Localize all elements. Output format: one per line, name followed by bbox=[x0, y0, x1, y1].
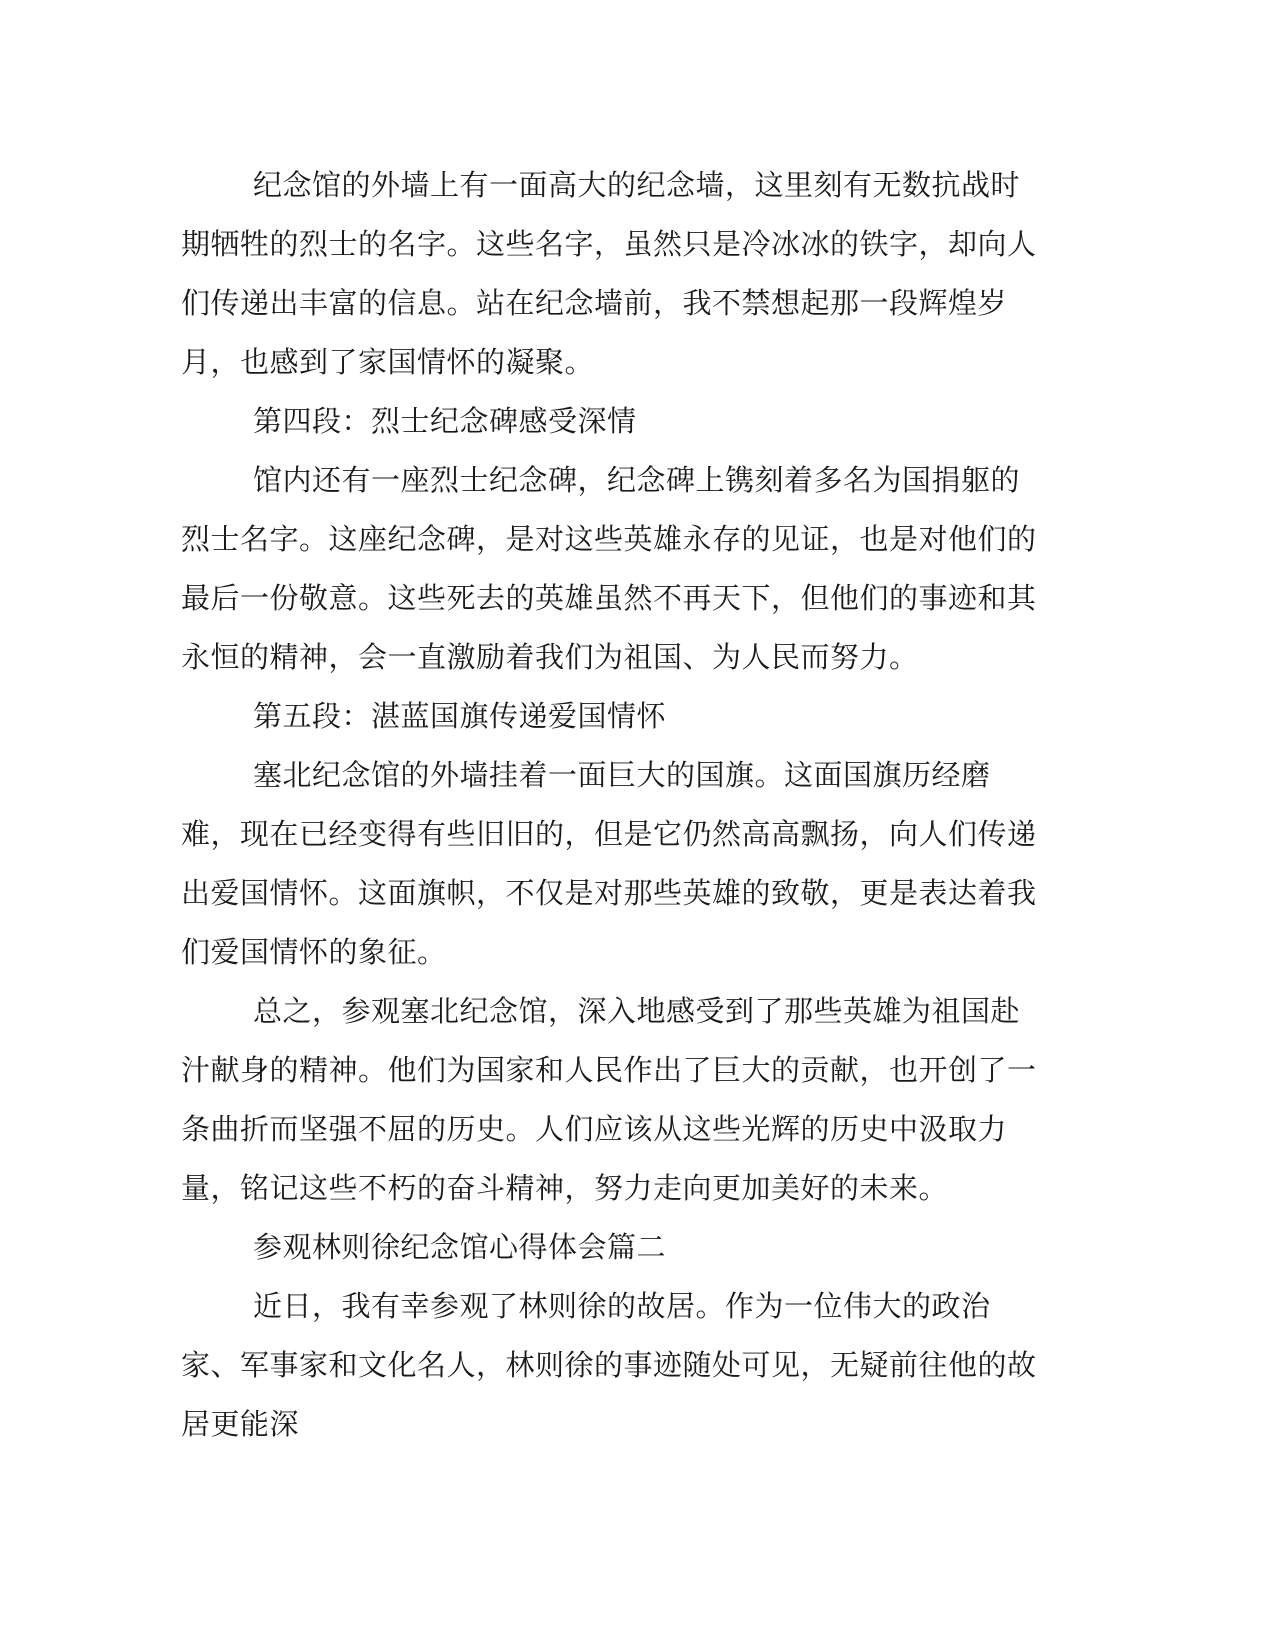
section-heading-4: 第四段：烈士纪念碑感受深情 bbox=[253, 404, 637, 438]
paragraph-monument: 馆内还有一座烈士纪念碑，纪念碑上镌刻着多名为国捐躯的烈士名字。这座纪念碑，是对这些英雄永存的见证，也是对他们的最后一份敬意。这些死去的英雄虽然不再天下，但他们的事迹和其永恒的精神，会一直激励着我们为祖国、为人民而努力。 bbox=[181, 463, 1037, 674]
paragraph-conclusion: 总之，参观塞北纪念馆，深入地感受到了那些英雄为祖国赴汁献身的精神。他们为国家和人民作出了巨大的贡献，也开创了一条曲折而坚强不屈的历史。人们应该从这些光辉的历史中汲取力量，铭记这些不朽的奋斗精神，努力走向更加美好的未来。 bbox=[181, 994, 1037, 1205]
article-title-part-2: 参观林则徐纪念馆心得体会篇二 bbox=[253, 1230, 667, 1264]
paragraph-memorial-wall: 纪念馆的外墙上有一面高大的纪念墙，这里刻有无数抗战时期牺牲的烈士的名字。这些名字，虽然只是冷冰冰的铁字，却向人们传递出丰富的信息。站在纪念墙前，我不禁想起那一段辉煌岁月，也感到了家国情怀的凝聚。 bbox=[181, 168, 1037, 379]
section-heading-5: 第五段：湛蓝国旗传递爱国情怀 bbox=[253, 699, 667, 733]
paragraph-flag: 塞北纪念馆的外墙挂着一面巨大的国旗。这面国旗历经磨难，现在已经变得有些旧旧的，但是它仍然高高飘扬，向人们传递出爱国情怀。这面旗帜，不仅是对那些英雄的致敬，更是表达着我们爱国情怀的象征。 bbox=[181, 758, 1037, 969]
paragraph-lin-zexu-intro: 近日，我有幸参观了林则徐的故居。作为一位伟大的政治家、军事家和文化名人，林则徐的事迹随处可见，无疑前往他的故居更能深 bbox=[181, 1289, 1037, 1441]
document-body bbox=[181, 156, 1041, 1454]
